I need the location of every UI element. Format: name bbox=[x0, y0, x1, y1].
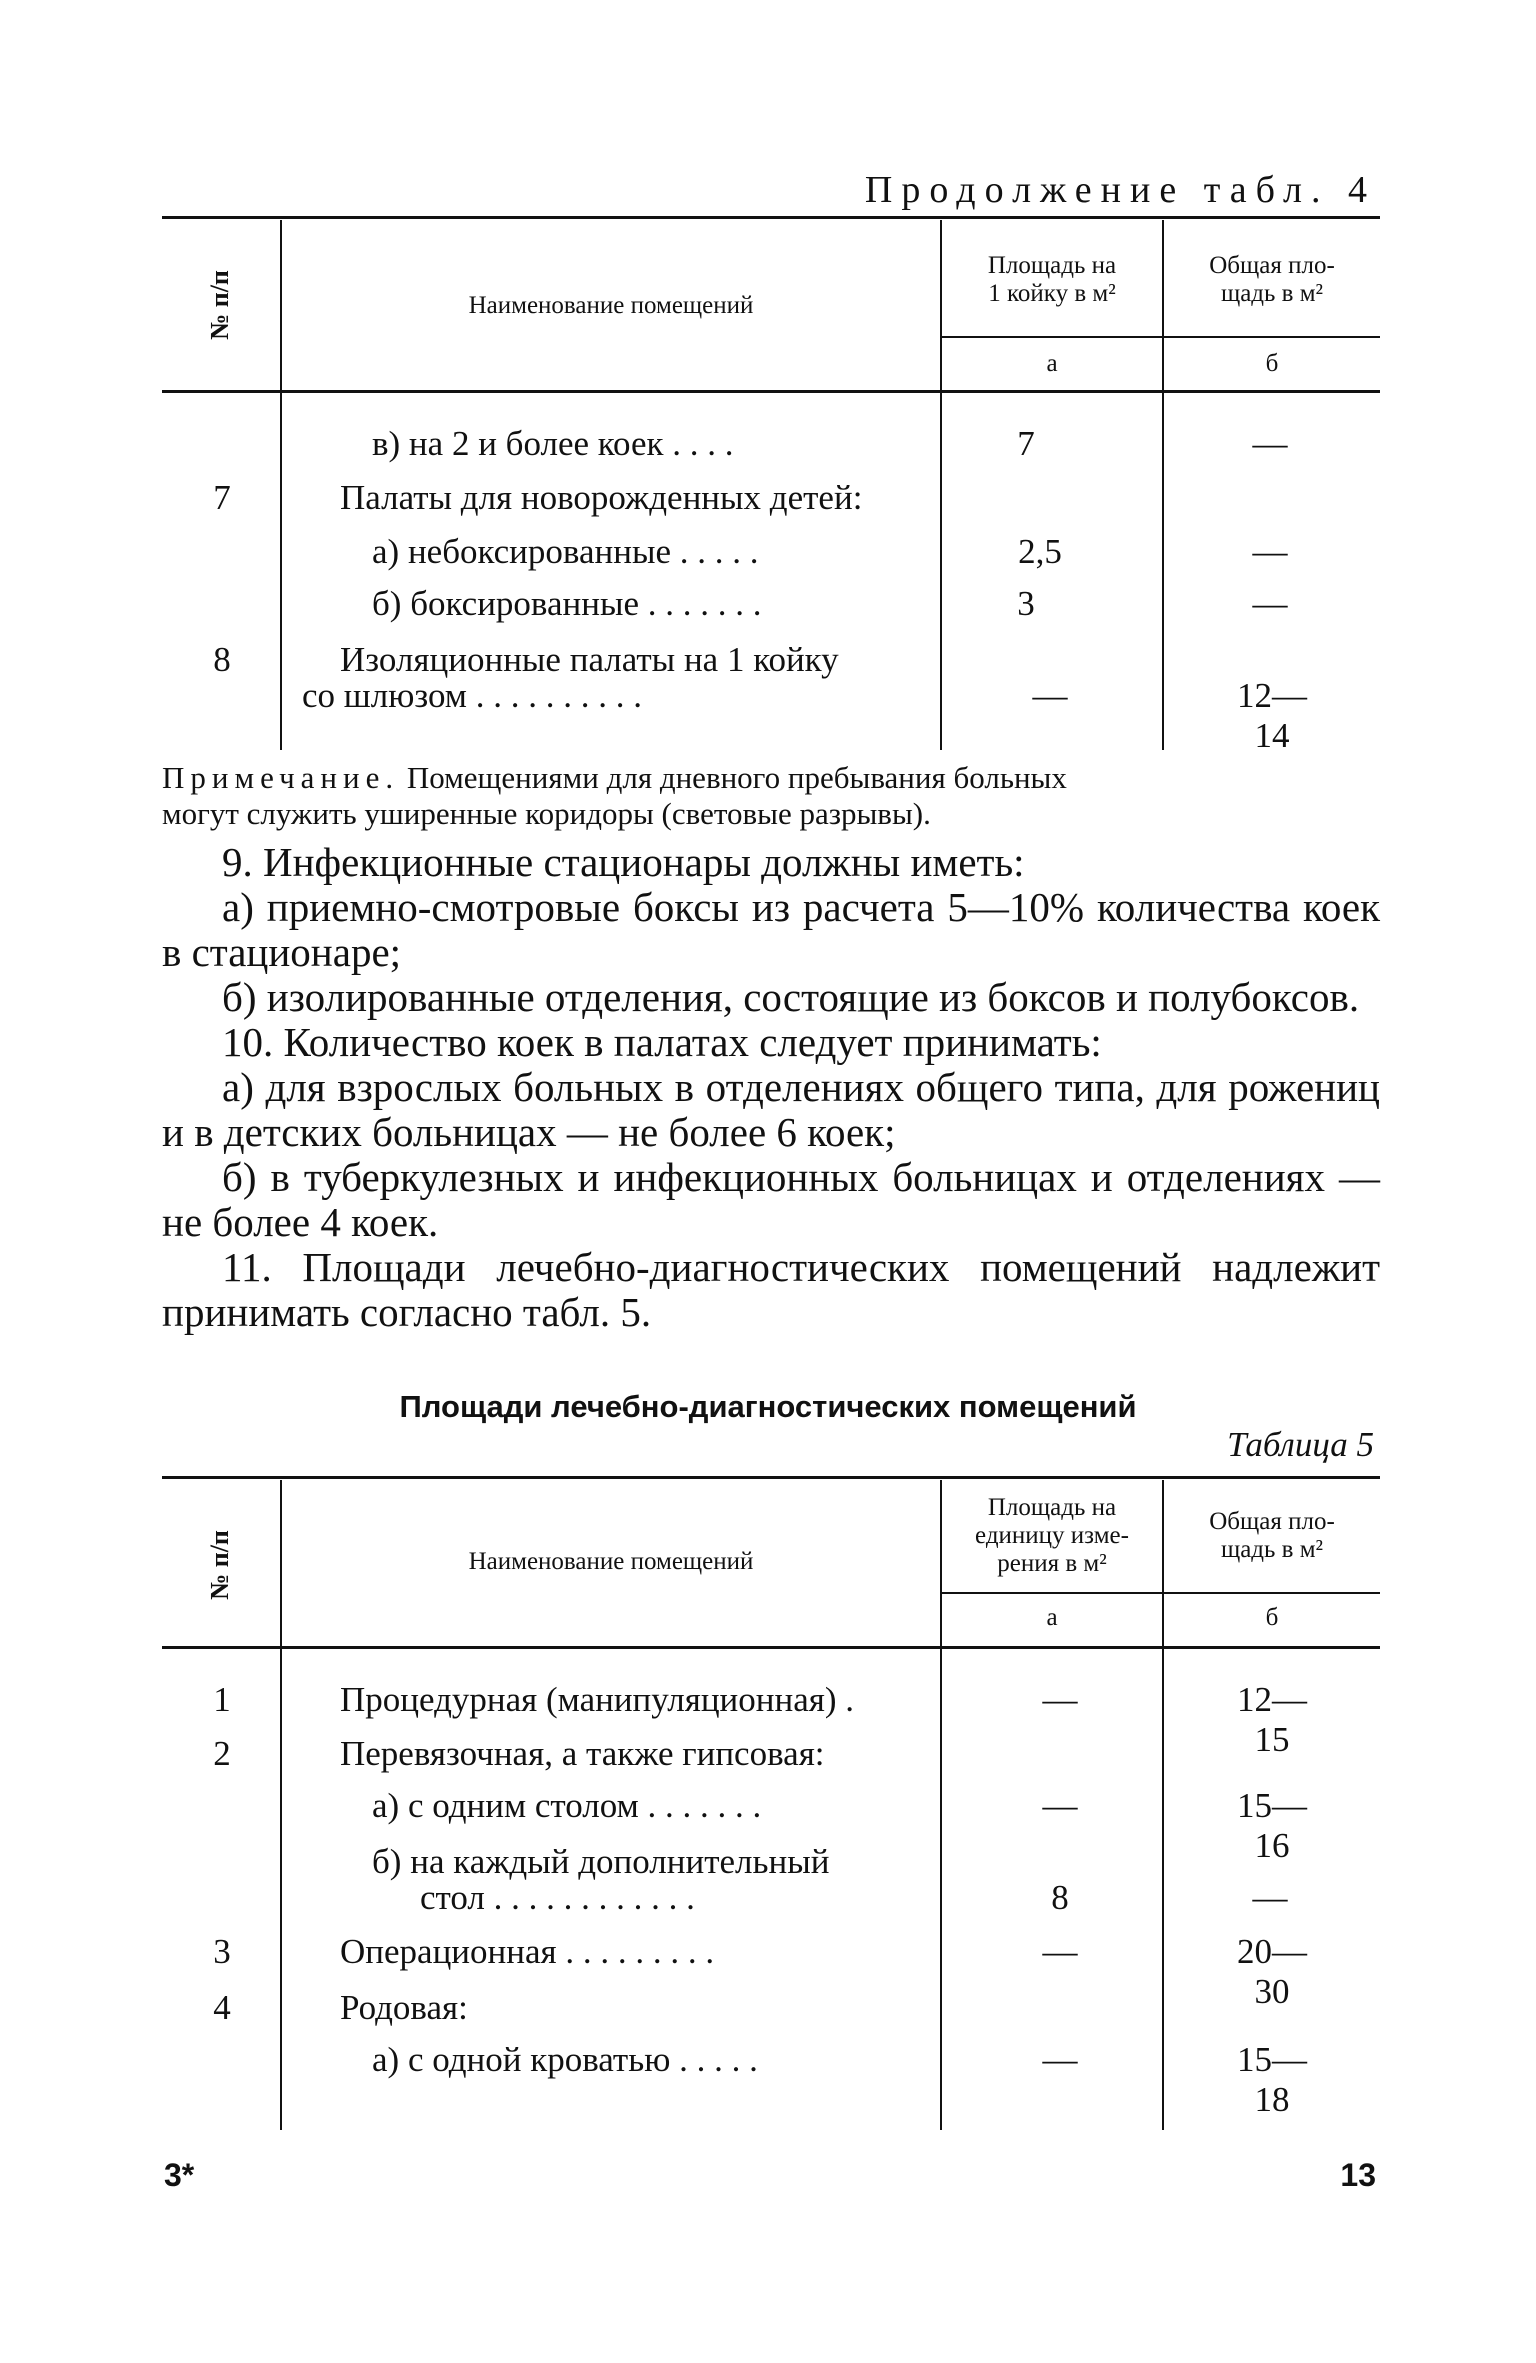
note-text-line1: Помещениями для дневного пребывания больных bbox=[406, 760, 1067, 795]
paragraph-10: 10. Количество коек в палатах следует принимать: bbox=[222, 1019, 1102, 1065]
table4-row1-b: — bbox=[1252, 424, 1288, 463]
table5-row5-name: Операционная . . . . . . . . . bbox=[340, 1932, 715, 1971]
table4-row5-name-line1: Изоляционные палаты на 1 койку bbox=[340, 640, 839, 679]
table4-row4-name: б) боксированные . . . . . . . bbox=[372, 584, 762, 623]
table4-row3-b: — bbox=[1252, 532, 1288, 571]
table4-col-a-header-line1: Площадь на bbox=[987, 252, 1117, 279]
table4-row5-a: — bbox=[1032, 676, 1068, 715]
table5-col-b-header-line2: щадь в м² bbox=[1220, 1536, 1324, 1563]
table5-row3-a: — bbox=[1042, 1786, 1078, 1825]
table5-row6-num: 4 bbox=[213, 1988, 231, 2027]
table5-row1-num: 1 bbox=[213, 1680, 231, 1719]
table5-row5-a: — bbox=[1042, 1932, 1078, 1971]
table4-caption: Продолжение табл. 4 bbox=[864, 169, 1376, 211]
table5-row5-b: 20—30 bbox=[1237, 1932, 1307, 2011]
table4-row2-num: 7 bbox=[213, 478, 231, 517]
table4-sub-b: б bbox=[1265, 350, 1279, 377]
table4-row5-num: 8 bbox=[213, 640, 231, 679]
paragraph-9a: а) приемно-смотровые боксы из расчета 5—10% количества коек в стационаре; bbox=[162, 884, 1380, 975]
table5-row3-b: 15—16 bbox=[1237, 1786, 1307, 1865]
table4-note bbox=[162, 760, 1382, 832]
table5-num-header: № п/п bbox=[205, 1530, 234, 1600]
table5-row7-b: 15—18 bbox=[1237, 2040, 1307, 2119]
body-paragraphs bbox=[162, 840, 1380, 1335]
table5-col-a-header-line3: рения в м² bbox=[997, 1550, 1107, 1577]
table4-subheader-rule bbox=[940, 336, 1380, 338]
table5-col-a-header-line2: единицу изме- bbox=[975, 1522, 1129, 1549]
paragraph-10b: б) в туберкулезных и инфекционных больницах и отделениях — не более 4 коек. bbox=[162, 1154, 1380, 1245]
table4-row1-a: 7 bbox=[1017, 424, 1035, 463]
table5-row1-name: Процедурная (манипуляционная) . bbox=[340, 1680, 855, 1719]
table5-row1-a: — bbox=[1042, 1680, 1078, 1719]
table4-name-header: Наименование помещений bbox=[468, 292, 754, 319]
paragraph-9: 9. Инфекционные стационары должны иметь: bbox=[222, 839, 1025, 885]
table5-row2-name: Перевязочная, а также гипсовая: bbox=[340, 1734, 825, 1773]
table4-col-b-header-line1: Общая пло- bbox=[1209, 252, 1335, 279]
table5-row4-b: — bbox=[1252, 1878, 1288, 1917]
table5-row3-name: а) с одним столом . . . . . . . bbox=[372, 1786, 762, 1825]
table5-header-bottom-rule bbox=[162, 1646, 1380, 1649]
table5-label: Таблица 5 bbox=[1227, 1425, 1374, 1464]
table4-row3-a: 2,5 bbox=[1018, 532, 1062, 571]
table4-row3-name: а) небоксированные . . . . . bbox=[372, 532, 759, 571]
table5-row4-a: 8 bbox=[1051, 1878, 1069, 1917]
signature-mark: 3* bbox=[164, 2157, 195, 2193]
table4-header-bottom-rule bbox=[162, 390, 1380, 393]
paragraph-9b: б) изолированные отделения, состоящие из боксов и полубоксов. bbox=[222, 974, 1360, 1020]
table5-col-b-header bbox=[1164, 1508, 1380, 1564]
table5-row6-name: Родовая: bbox=[340, 1988, 468, 2027]
table5-row4-name-line1: б) на каждый дополнительный bbox=[372, 1842, 830, 1881]
table4-col-b-header-line2: щадь в м² bbox=[1220, 280, 1324, 307]
table4-sub-a: а bbox=[1046, 350, 1058, 377]
table5-col-rule-1 bbox=[280, 1480, 282, 2130]
table5-row7-name: а) с одной кроватью . . . . . bbox=[372, 2040, 758, 2079]
table4-row4-b: — bbox=[1252, 584, 1288, 623]
table5-col-a-header bbox=[942, 1494, 1162, 1578]
table4-col-a-header bbox=[942, 252, 1162, 308]
table5-subheader-rule bbox=[940, 1592, 1380, 1594]
table5-row7-a: — bbox=[1042, 2040, 1078, 2079]
table4-row2-name: Палаты для новорожденных детей: bbox=[340, 478, 863, 517]
table4-col-a-header-line2: 1 койку в м² bbox=[988, 280, 1116, 307]
table5-sub-b: б bbox=[1265, 1604, 1279, 1631]
table5-name-header: Наименование помещений bbox=[468, 1548, 754, 1575]
table5-row1-b: 12—15 bbox=[1237, 1680, 1307, 1759]
table4-row5-b: 12—14 bbox=[1237, 676, 1307, 755]
table4-row4-a: 3 bbox=[1017, 584, 1035, 623]
paragraph-10a: а) для взрослых больных в отделениях общего типа, для рожениц и в детских больницах — не более 6 коек; bbox=[162, 1064, 1380, 1155]
table5-top-rule bbox=[162, 1476, 1380, 1479]
table5-col-rule-3 bbox=[1162, 1480, 1164, 2130]
table5-sub-a: а bbox=[1046, 1604, 1058, 1631]
table5-col-a-header-line1: Площадь на bbox=[987, 1494, 1117, 1521]
table5-row2-num: 2 bbox=[213, 1734, 231, 1773]
paragraph-11: 11. Площади лечебно-диагностических помещений надлежит принимать согласно табл. 5. bbox=[162, 1244, 1380, 1335]
table4-row5-name-line2: со шлюзом . . . . . . . . . . bbox=[302, 676, 642, 715]
table5-title: Площади лечебно-диагностических помещений bbox=[399, 1389, 1137, 1424]
table4-num-header: № п/п bbox=[205, 270, 234, 340]
page-number: 13 bbox=[1340, 2157, 1376, 2193]
table4-top-rule bbox=[162, 216, 1380, 219]
table4-col-b-header bbox=[1164, 252, 1380, 308]
note-text-line2: могут служить уширенные коридоры (световые разрывы). bbox=[162, 796, 931, 831]
note-label: Примечание. bbox=[162, 760, 400, 795]
table5-row5-num: 3 bbox=[213, 1932, 231, 1971]
table5-row4-name-line2: стол . . . . . . . . . . . . bbox=[420, 1878, 695, 1917]
table4-row1-name: в) на 2 и более коек . . . . bbox=[372, 424, 734, 463]
table5-col-b-header-line1: Общая пло- bbox=[1209, 1508, 1335, 1535]
